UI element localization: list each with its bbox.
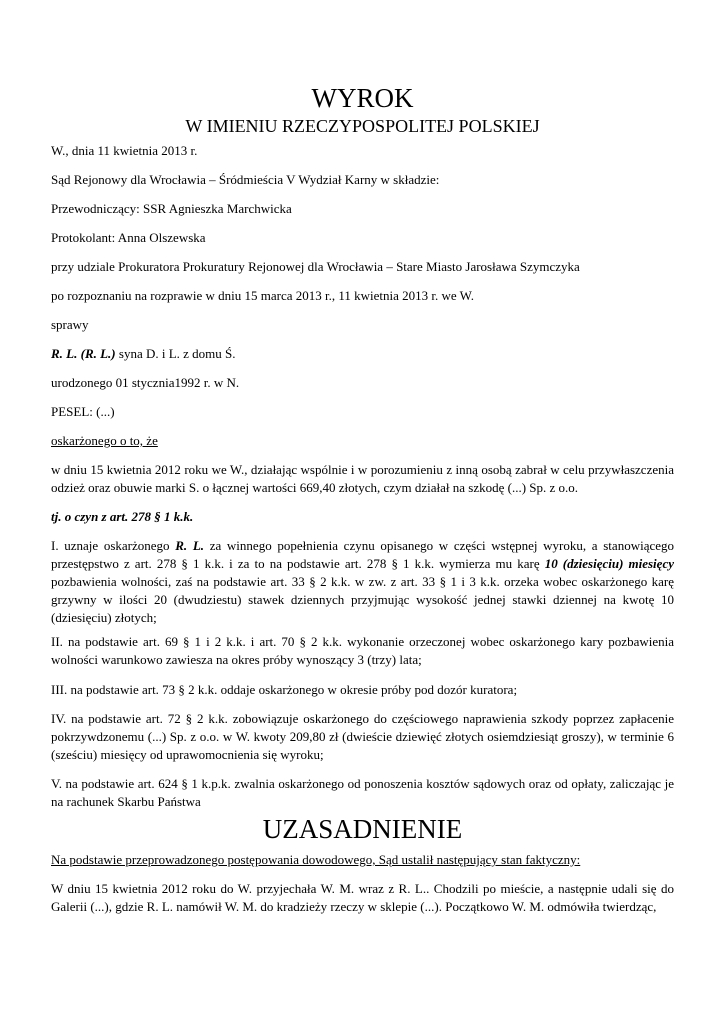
court-line: Sąd Rejonowy dla Wrocławia – Śródmieścia V Wydział Karny w składzie: <box>51 172 440 187</box>
prosecutor-line: przy udziale Prokuratora Prokuratury Rejonowej dla Wrocławia – Stare Miasto Jarosława Szymczyka <box>51 259 580 274</box>
court-clerk: Protokolant: Anna Olszewska <box>51 230 206 245</box>
verdict-point-1-end: pozbawienia wolności, zaś na podstawie art. 33 § 2 k.k. w zw. z art. 33 § 1 i 3 k.k. orzeka wobec oskarżonego karę grzywny w ilości 20 (dwudziestu) stawek dziennych przyjmując wysokość jednej stawki dziennej na kwotę 10 (dziesięciu) złotych; <box>51 574 674 625</box>
defendant-birth: urodzonego 01 stycznia1992 r. w N. <box>51 375 240 390</box>
presiding-judge: Przewodniczący: SSR Agnieszka Marchwicka <box>51 201 292 216</box>
charge-legal-basis: tj. o czyn z art. 278 § 1 k.k. <box>51 509 194 524</box>
charged-heading: oskarżonego o to, że <box>51 433 158 448</box>
charge-text: w dniu 15 kwietnia 2012 roku we W., działając wspólnie i w porozumieniu z inną osobą zabrał w celu przywłaszczenia odzież oraz obuwie marki S. o łącznej wartości 669,40 złotych, czym działał na szkodę (...) Sp. z o.o. <box>51 462 674 495</box>
case-word: sprawy <box>51 317 89 332</box>
hearing-line: po rozpoznaniu na rozprawie w dniu 15 marca 2013 r., 11 kwietnia 2013 r. we W. <box>51 288 474 303</box>
defendant-line <box>51 345 674 363</box>
defendant-name: R. L. (R. L.) <box>51 346 116 361</box>
document-title: WYROK <box>311 83 414 113</box>
verdict-point-1-sentence: 10 (dziesięciu) miesięcy <box>544 556 674 571</box>
verdict-point-5: V. na podstawie art. 624 § 1 k.p.k. zwalnia oskarżonego od ponoszenia kosztów sądowych oraz od opłaty, zaliczając je na rachunek Skarbu Państwa <box>51 776 674 809</box>
verdict-point-4: IV. na podstawie art. 72 § 2 k.k. zobowiązuje oskarżonego do częściowego naprawienia szkody poprzez zapłacenie pokrzywdzonemu (...) Sp. z o.o. w W. kwoty 209,80 zł (dwieście dziewięć złotych osiemdziesiąt groszy), w terminie 6 (sześciu) miesięcy od uprawomocnienia się wyroku; <box>51 711 674 762</box>
facts-heading: Na podstawie przeprowadzonego postępowania dowodowego, Sąd ustalił następujący stan faktyczny: <box>51 852 581 867</box>
verdict-point-1 <box>51 537 674 627</box>
date-line: W., dnia 11 kwietnia 2013 r. <box>51 143 198 158</box>
verdict-point-1-mid: za winnego popełnienia czynu opisanego w części wstępnej wyroku, a stanowiącego przestępstwo z art. 278 § 1 k.k. i za to na podstawie art. 278 § 1 k.k. wymierza mu karę <box>51 538 675 571</box>
document-subtitle: W IMIENIU RZECZYPOSPOLITEJ POLSKIEJ <box>185 116 540 136</box>
verdict-point-1-name: R. L. <box>175 538 205 553</box>
verdict-point-1-start: I. uznaje oskarżonego <box>51 538 176 553</box>
facts-text: W dniu 15 kwietnia 2012 roku do W. przyjechała W. M. wraz z R. L.. Chodzili po mieście, a następnie udali się do Galerii (...), gdzie R. L. namówił W. M. do kradzieży rzeczy w sklepie (...). Początkowo W. M. odmówiła twierdząc, <box>51 881 674 914</box>
verdict-point-3: III. na podstawie art. 73 § 2 k.k. oddaje oskarżonego w okresie próby pod dozór kuratora; <box>51 682 518 697</box>
justification-title: UZASADNIENIE <box>262 814 463 844</box>
defendant-parents: syna D. i L. z domu Ś. <box>115 346 236 361</box>
verdict-point-2: II. na podstawie art. 69 § 1 i 2 k.k. i art. 70 § 2 k.k. wykonanie orzeczonej wobec oskarżonego kary pozbawienia wolności warunkowo zawiesza na okres próby wynoszący 3 (trzy) lata; <box>51 634 674 667</box>
defendant-pesel: PESEL: (...) <box>51 404 115 419</box>
